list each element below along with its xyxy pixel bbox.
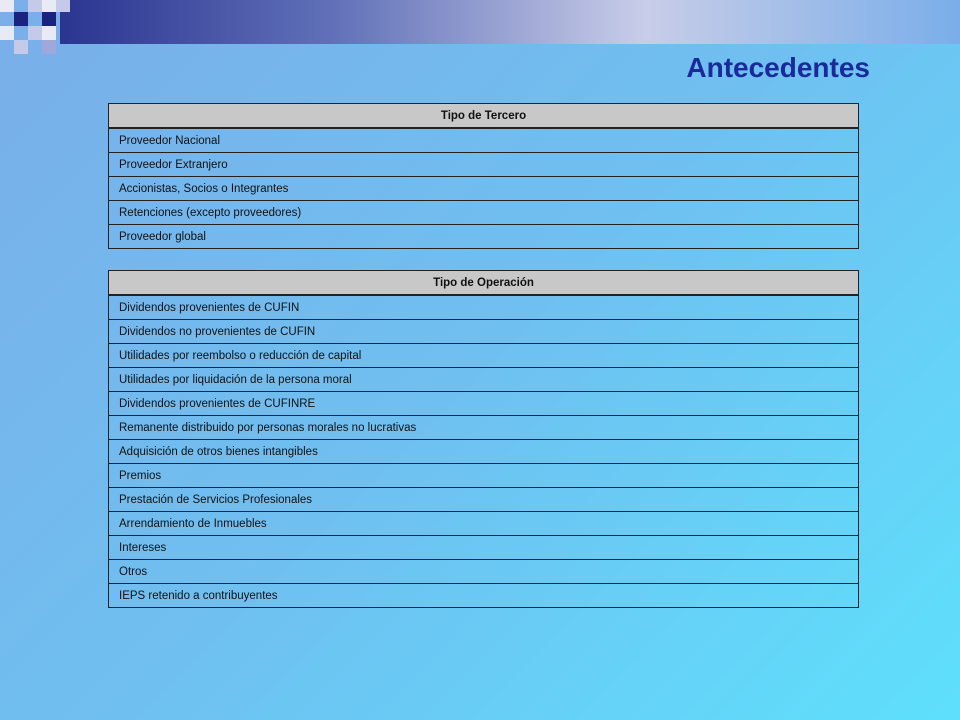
table-cell: Utilidades por liquidación de la persona moral	[109, 368, 859, 392]
deco-square-light	[56, 0, 70, 12]
table-cell: Arrendamiento de Inmuebles	[109, 512, 859, 536]
table-cell: Proveedor Extranjero	[109, 153, 859, 177]
deco-square-light	[0, 26, 14, 40]
table-header-row	[109, 271, 859, 296]
tipo-operacion-table	[108, 270, 859, 608]
deco-square-light	[14, 40, 28, 54]
table-row	[109, 560, 859, 584]
table-cell: IEPS retenido a contribuyentes	[109, 584, 859, 608]
page-title: Antecedentes	[686, 52, 870, 83]
table-row	[109, 177, 859, 201]
table-row	[109, 225, 859, 249]
table-cell: Proveedor global	[109, 225, 859, 249]
table-row	[109, 153, 859, 177]
table-cell: Adquisición de otros bienes intangibles	[109, 440, 859, 464]
table-row	[109, 416, 859, 440]
table-cell: Prestación de Servicios Profesionales	[109, 488, 859, 512]
table-cell: Accionistas, Socios o Integrantes	[109, 177, 859, 201]
table-row	[109, 488, 859, 512]
tipo-tercero-table	[108, 103, 859, 249]
table-row	[109, 201, 859, 225]
table-cell: Dividendos no provenientes de CUFIN	[109, 320, 859, 344]
deco-square-dark	[42, 40, 56, 54]
decorative-top-band	[60, 0, 960, 44]
table-row	[109, 344, 859, 368]
table-cell: Otros	[109, 560, 859, 584]
table-cell: Premios	[109, 464, 859, 488]
table-row	[109, 368, 859, 392]
table-cell: Proveedor Nacional	[109, 128, 859, 153]
table-cell: Retenciones (excepto proveedores)	[109, 201, 859, 225]
table-row	[109, 295, 859, 320]
table-header-row	[109, 104, 859, 129]
table-row	[109, 536, 859, 560]
deco-square-light	[0, 0, 14, 12]
table-row	[109, 464, 859, 488]
table-cell: Remanente distribuido por personas morales no lucrativas	[109, 416, 859, 440]
deco-square-light	[28, 0, 42, 12]
table-row	[109, 440, 859, 464]
deco-square-dark	[42, 12, 56, 26]
table-row	[109, 128, 859, 153]
table-row	[109, 320, 859, 344]
table-row	[109, 512, 859, 536]
deco-square-light	[42, 0, 56, 12]
table-cell: Utilidades por reembolso o reducción de capital	[109, 344, 859, 368]
table-row	[109, 584, 859, 608]
table-cell: Intereses	[109, 536, 859, 560]
table-row	[109, 392, 859, 416]
deco-square-dark	[14, 12, 28, 26]
deco-square-light	[28, 26, 42, 40]
table-cell: Dividendos provenientes de CUFIN	[109, 295, 859, 320]
table-header: Tipo de Tercero	[109, 104, 859, 129]
table-header: Tipo de Operación	[109, 271, 859, 296]
table-cell: Dividendos provenientes de CUFINRE	[109, 392, 859, 416]
deco-square-light	[42, 26, 56, 40]
